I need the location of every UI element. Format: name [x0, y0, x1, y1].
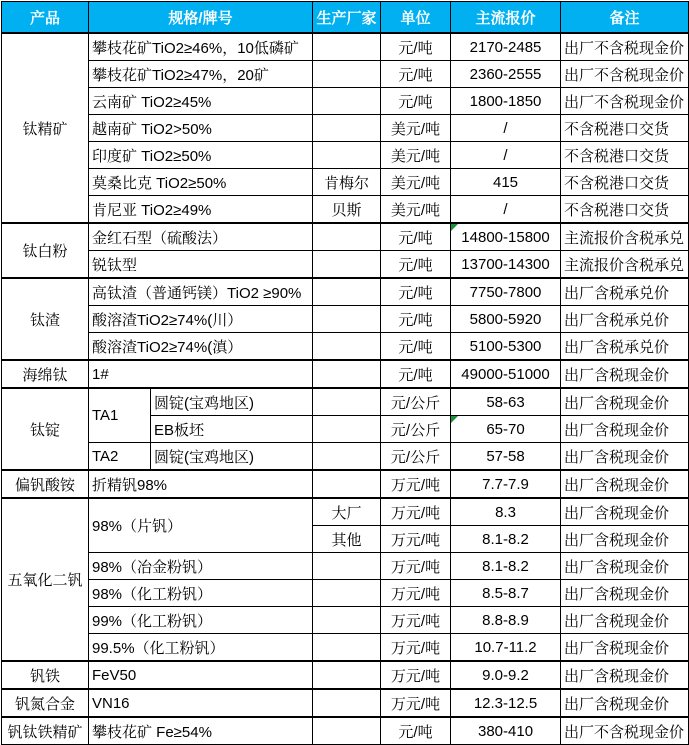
product-cell: 钒铁 — [2, 661, 89, 689]
price-cell — [451, 223, 561, 251]
spec-cell: FeV50 — [89, 661, 313, 689]
note-cell: 出厂含税现金价 — [561, 607, 689, 634]
unit-cell: 美元/吨 — [381, 115, 451, 142]
note-cell: 出厂含税现金价 — [561, 360, 689, 388]
maker-cell — [313, 251, 381, 279]
spec-cell: 98%（冶金粉钒） — [89, 553, 313, 580]
price-value: 65-70 — [486, 420, 525, 438]
unit-cell: 元/吨 — [381, 306, 451, 333]
header-product: 产品 — [2, 2, 89, 34]
spec-cell: 锐钛型 — [89, 251, 313, 279]
unit-cell: 万元/吨 — [381, 526, 451, 553]
table-row — [2, 717, 689, 745]
note-cell: 不含税港口交货 — [561, 142, 689, 169]
price-cell: 8.8-8.9 — [451, 607, 561, 634]
table-row — [2, 196, 689, 224]
product-cell: 钛渣 — [2, 278, 89, 360]
note-cell: 出厂含税现金价 — [561, 689, 689, 717]
price-value: 14800-15800 — [461, 228, 550, 246]
unit-cell: 元/吨 — [381, 223, 451, 251]
unit-cell: 万元/吨 — [381, 498, 451, 526]
table-row — [2, 607, 689, 634]
maker-cell — [313, 223, 381, 251]
spec-cell: VN16 — [89, 689, 313, 717]
note-cell: 不含税港口交货 — [561, 196, 689, 224]
unit-cell: 美元/吨 — [381, 196, 451, 224]
spec-cell: 攀枝花矿TiO2≥46%，10低磷矿 — [89, 33, 313, 61]
unit-cell: 万元/吨 — [381, 689, 451, 717]
unit-cell: 元/吨 — [381, 251, 451, 279]
maker-cell: 肯梅尔 — [313, 169, 381, 196]
maker-cell — [313, 689, 381, 717]
price-cell — [451, 416, 561, 443]
table-row — [2, 498, 689, 526]
maker-cell — [313, 661, 381, 689]
unit-cell: 万元/吨 — [381, 580, 451, 607]
note-cell: 出厂含税承兑价 — [561, 306, 689, 333]
table-row — [2, 360, 689, 388]
unit-cell: 元/吨 — [381, 360, 451, 388]
note-cell: 出厂含税现金价 — [561, 580, 689, 607]
note-cell: 出厂含税现金价 — [561, 416, 689, 443]
excel-error-flag-icon — [451, 224, 458, 231]
price-cell: 8.1-8.2 — [451, 526, 561, 553]
note-cell: 出厂不含税现金价 — [561, 88, 689, 115]
unit-cell: 元/公斤 — [381, 416, 451, 443]
header-row — [2, 2, 689, 34]
note-cell: 出厂含税现金价 — [561, 553, 689, 580]
price-cell: 1800-1850 — [451, 88, 561, 115]
price-cell: / — [451, 115, 561, 142]
table-row — [2, 580, 689, 607]
titanium-vanadium-price-table — [1, 1, 689, 745]
unit-cell: 美元/吨 — [381, 169, 451, 196]
table-row — [2, 33, 689, 61]
note-cell: 主流报价含税承兑 — [561, 251, 689, 279]
maker-cell: 大厂 — [313, 498, 381, 526]
note-cell: 不含税港口交货 — [561, 169, 689, 196]
table-row — [2, 278, 689, 306]
price-cell: 10.7-11.2 — [451, 634, 561, 662]
unit-cell: 元/公斤 — [381, 443, 451, 471]
table-row — [2, 169, 689, 196]
spec-cell: 圆锭(宝鸡地区) — [151, 443, 313, 471]
maker-cell — [313, 416, 381, 443]
maker-cell — [313, 142, 381, 169]
note-cell: 出厂含税承兑价 — [561, 278, 689, 306]
note-cell: 出厂含税承兑价 — [561, 333, 689, 361]
maker-cell — [313, 717, 381, 745]
table-row — [2, 443, 689, 471]
price-cell: 415 — [451, 169, 561, 196]
spec-cell: EB板坯 — [151, 416, 313, 443]
price-cell: 13700-14300 — [451, 251, 561, 279]
spec-cell: 高钛渣（普通钙镁）TiO2 ≥90% — [89, 278, 313, 306]
product-cell: 钛精矿 — [2, 33, 89, 223]
unit-cell: 元/吨 — [381, 33, 451, 61]
spec-cell: 99%（化工粉钒） — [89, 607, 313, 634]
maker-cell — [313, 278, 381, 306]
unit-cell: 万元/吨 — [381, 607, 451, 634]
note-cell: 出厂含税现金价 — [561, 470, 689, 498]
unit-cell: 元/吨 — [381, 278, 451, 306]
table-row — [2, 689, 689, 717]
unit-cell: 元/吨 — [381, 61, 451, 88]
maker-cell — [313, 388, 381, 416]
grade-cell: TA2 — [89, 443, 151, 471]
note-cell: 出厂含税现金价 — [561, 634, 689, 662]
spec-cell: 圆锭(宝鸡地区) — [151, 388, 313, 416]
maker-cell — [313, 443, 381, 471]
maker-cell — [313, 61, 381, 88]
spec-cell: 攀枝花矿 Fe≥54% — [89, 717, 313, 745]
table-row — [2, 88, 689, 115]
spec-cell: 莫桑比克 TiO2≥50% — [89, 169, 313, 196]
spec-cell: 云南矿 TiO2≥45% — [89, 88, 313, 115]
table-row — [2, 661, 689, 689]
price-cell: 58-63 — [451, 388, 561, 416]
price-cell: 8.5-8.7 — [451, 580, 561, 607]
product-cell: 海绵钛 — [2, 360, 89, 388]
product-cell: 钒钛铁精矿 — [2, 717, 89, 745]
header-price: 主流报价 — [451, 2, 561, 34]
note-cell: 出厂含税现金价 — [561, 443, 689, 471]
table-row — [2, 634, 689, 662]
header-maker: 生产厂家 — [313, 2, 381, 34]
product-cell: 钒氮合金 — [2, 689, 89, 717]
spec-cell: 越南矿 TiO2>50% — [89, 115, 313, 142]
price-cell: / — [451, 196, 561, 224]
table-row — [2, 115, 689, 142]
product-cell: 偏钒酸铵 — [2, 470, 89, 498]
maker-cell — [313, 580, 381, 607]
header-spec: 规格/牌号 — [89, 2, 313, 34]
unit-cell: 万元/吨 — [381, 634, 451, 662]
note-cell: 出厂含税现金价 — [561, 526, 689, 553]
maker-cell — [313, 634, 381, 662]
table-row — [2, 553, 689, 580]
unit-cell: 元/公斤 — [381, 388, 451, 416]
table-row — [2, 333, 689, 361]
header-unit: 单位 — [381, 2, 451, 34]
maker-cell — [313, 33, 381, 61]
excel-error-flag-icon — [451, 416, 458, 423]
header-note: 备注 — [561, 2, 689, 34]
spec-cell: 98%（化工粉钒） — [89, 580, 313, 607]
price-cell: 5100-5300 — [451, 333, 561, 361]
maker-cell — [313, 306, 381, 333]
price-cell: 7750-7800 — [451, 278, 561, 306]
spec-cell: 98%（片钒） — [89, 498, 313, 553]
note-cell: 出厂含税现金价 — [561, 661, 689, 689]
spec-cell: 折精钒98% — [89, 470, 313, 498]
table-row — [2, 142, 689, 169]
spec-cell: 印度矿 TiO2≥50% — [89, 142, 313, 169]
spec-cell: 攀枝花矿TiO2≥47%，20矿 — [89, 61, 313, 88]
maker-cell: 贝斯 — [313, 196, 381, 224]
unit-cell: 元/吨 — [381, 88, 451, 115]
spec-cell: 1# — [89, 360, 313, 388]
price-cell: 5800-5920 — [451, 306, 561, 333]
spec-cell: 酸溶渣TiO2≥74%(川） — [89, 306, 313, 333]
unit-cell: 美元/吨 — [381, 142, 451, 169]
note-cell: 出厂不含税现金价 — [561, 717, 689, 745]
spec-cell: 肯尼亚 TiO2≥49% — [89, 196, 313, 224]
note-cell: 出厂含税现金价 — [561, 498, 689, 526]
unit-cell: 元/吨 — [381, 333, 451, 361]
price-cell: 57-58 — [451, 443, 561, 471]
maker-cell — [313, 553, 381, 580]
price-cell: 2360-2555 — [451, 61, 561, 88]
unit-cell: 元/吨 — [381, 717, 451, 745]
table-row — [2, 306, 689, 333]
maker-cell — [313, 333, 381, 361]
product-cell: 五氧化二钒 — [2, 498, 89, 661]
maker-cell — [313, 360, 381, 388]
spec-cell: 金红石型（硫酸法） — [89, 223, 313, 251]
price-cell: 8.3 — [451, 498, 561, 526]
note-cell: 出厂不含税现金价 — [561, 61, 689, 88]
price-cell: / — [451, 142, 561, 169]
note-cell: 主流报价含税承兑 — [561, 223, 689, 251]
price-cell: 8.1-8.2 — [451, 553, 561, 580]
unit-cell: 万元/吨 — [381, 470, 451, 498]
note-cell: 不含税港口交货 — [561, 115, 689, 142]
price-cell: 49000-51000 — [451, 360, 561, 388]
maker-cell — [313, 88, 381, 115]
maker-cell — [313, 115, 381, 142]
spec-cell: 99.5%（化工粉钒） — [89, 634, 313, 662]
product-cell: 钛锭 — [2, 388, 89, 470]
note-cell: 出厂含税现金价 — [561, 388, 689, 416]
table-row — [2, 61, 689, 88]
price-cell: 12.3-12.5 — [451, 689, 561, 717]
product-cell: 钛白粉 — [2, 223, 89, 278]
table-row — [2, 388, 689, 416]
table-row — [2, 251, 689, 279]
maker-cell: 其他 — [313, 526, 381, 553]
table-row — [2, 470, 689, 498]
price-cell: 7.7-7.9 — [451, 470, 561, 498]
price-cell: 380-410 — [451, 717, 561, 745]
unit-cell: 万元/吨 — [381, 553, 451, 580]
price-cell: 9.0-9.2 — [451, 661, 561, 689]
table-row — [2, 223, 689, 251]
unit-cell: 万元/吨 — [381, 661, 451, 689]
grade-cell: TA1 — [89, 388, 151, 443]
note-cell: 出厂不含税现金价 — [561, 33, 689, 61]
maker-cell — [313, 470, 381, 498]
price-cell: 2170-2485 — [451, 33, 561, 61]
spec-cell: 酸溶渣TiO2≥74%(滇） — [89, 333, 313, 361]
maker-cell — [313, 607, 381, 634]
